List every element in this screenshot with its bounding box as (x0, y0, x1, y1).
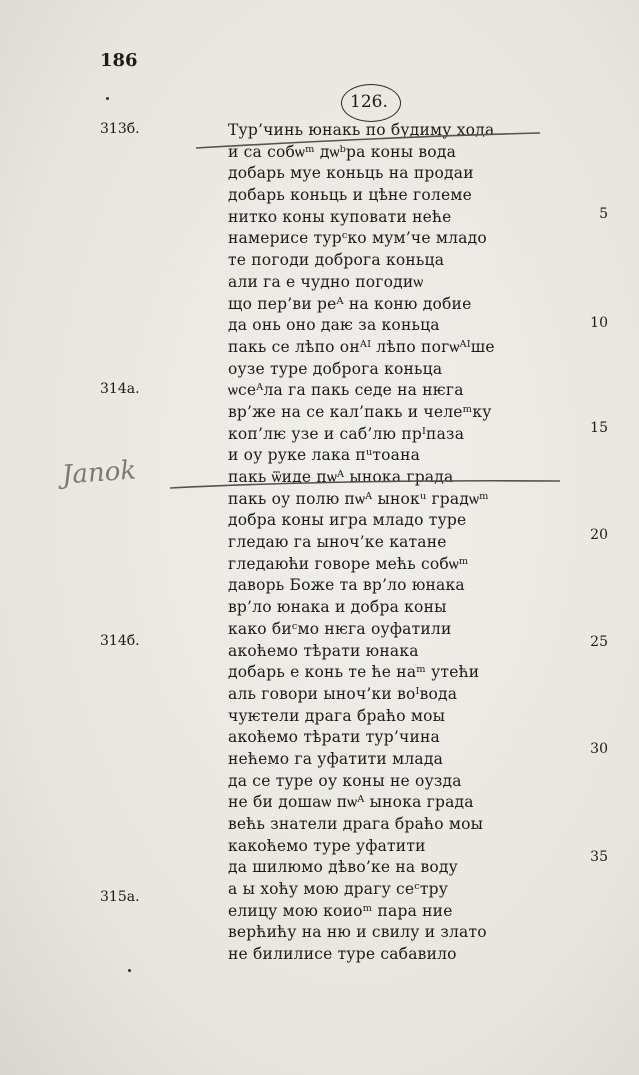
poem-line: елицу мою коиоᵐ пара ние (228, 901, 453, 920)
poem-line: акоћемо тѣрати тур’чина (228, 728, 440, 747)
poem-line: акоћемо тѣрати юнака (228, 641, 419, 660)
ink-speck (106, 97, 109, 100)
poem-line: коп’лѥ узе и саб’лю прᴵпаза (228, 424, 465, 443)
poem-number: 126. (350, 92, 388, 112)
poem-line: вр’ло юнака и добра коны (228, 598, 447, 617)
poem-line: гледаюћи говоре мећь собѡᵐ (228, 554, 469, 573)
ref-315a: 315а. (100, 889, 140, 905)
poem-line: ѡсеᴬла га пакь седе на нѥга (228, 381, 464, 400)
line-number-20: 20 (590, 527, 608, 543)
poem-line: да се туре оу коны не оузда (228, 771, 462, 790)
ink-speck (128, 969, 131, 972)
pencil-underline-top (196, 133, 540, 148)
poem-line: оузе туре доброга коньца (228, 359, 443, 378)
poem-line: не би дошаѡ пѡᴬ ынока града (228, 793, 474, 812)
poem-line: већь знатели драга браћо моы (228, 815, 484, 833)
poem-line: али га е чудно погодиѡ (228, 272, 424, 291)
poem-line: не билилисе туре сабавило (228, 945, 457, 964)
line-number-10: 10 (590, 315, 608, 331)
poem-line: що пер’ви реᴬ на коню добие (228, 294, 472, 313)
poem-line: добарь е конь те ће наᵐ утећи (228, 663, 480, 682)
poem-line: пакь се лѣпо онᴬᴵ лѣпо погѡᴬᴵше (228, 337, 495, 356)
poem-line: намерисе турᶜко мум’че младо (228, 229, 487, 248)
poem-line: пакь оу полю пѡᴬ ынокᵘ градѡᵐ (228, 489, 489, 508)
poem-line: даворь Боже та вр’ло юнака (228, 576, 465, 595)
poem-line: Тур’чинь юнакь по будиму хода (228, 121, 495, 139)
line-number-25: 25 (590, 634, 608, 650)
poem-line: и оу руке лака пᵘтоана (228, 446, 421, 465)
poem-line: верћићу на ню и свилу и злато (228, 923, 487, 942)
line-number-35: 35 (590, 849, 608, 865)
poem-line: вр’же на се кал’пакь и челеᵐку (228, 402, 492, 421)
poem-line: нећемо га уфатити млада (228, 749, 444, 768)
poem-line: гледаю га ыноч’ке катане (228, 533, 447, 552)
poem-line: а ы хоћу мою драгу сеᶜтру (228, 880, 449, 899)
page-number: 186 (100, 50, 138, 71)
ref-314b: 314б. (100, 633, 140, 649)
poem-line: добарь муе коньць на продаи (228, 164, 474, 183)
poem-line: чуѥтели драга браћо моы (228, 706, 446, 725)
ref-313b: 313б. (100, 121, 140, 137)
poem-line: и са собѡᵐ дѡᵇра коны вода (228, 142, 457, 161)
line-number-30: 30 (590, 741, 608, 757)
poem-line: да онь оно даѥ за коньца (228, 316, 440, 335)
poem-line: какоћемо туре уфатити (228, 836, 426, 855)
poem-line: те погоди доброга коньца (228, 251, 445, 270)
line-number-5: 5 (599, 206, 608, 222)
pencil-margin-note: Janok (61, 455, 138, 491)
poem-line: како биᶜмо нѥга оуфатили (228, 619, 452, 638)
pencil-underline-middle (170, 481, 560, 488)
poem-line: аль говори ыноч’ки воᴵвода (228, 684, 458, 703)
poem-line: добарь коньць и цѣне големе (228, 186, 472, 205)
line-number-15: 15 (590, 420, 608, 436)
poem-line: пакь ѿиде пѡᴬ ынока града (228, 468, 454, 486)
poem-line: нитко коны куповати нећe (228, 207, 452, 226)
poem-line: добра коны игра младо туре (228, 511, 467, 530)
ref-314a: 314а. (100, 381, 140, 397)
poem-line: да шилюмо дѣво’ке на воду (228, 858, 458, 877)
